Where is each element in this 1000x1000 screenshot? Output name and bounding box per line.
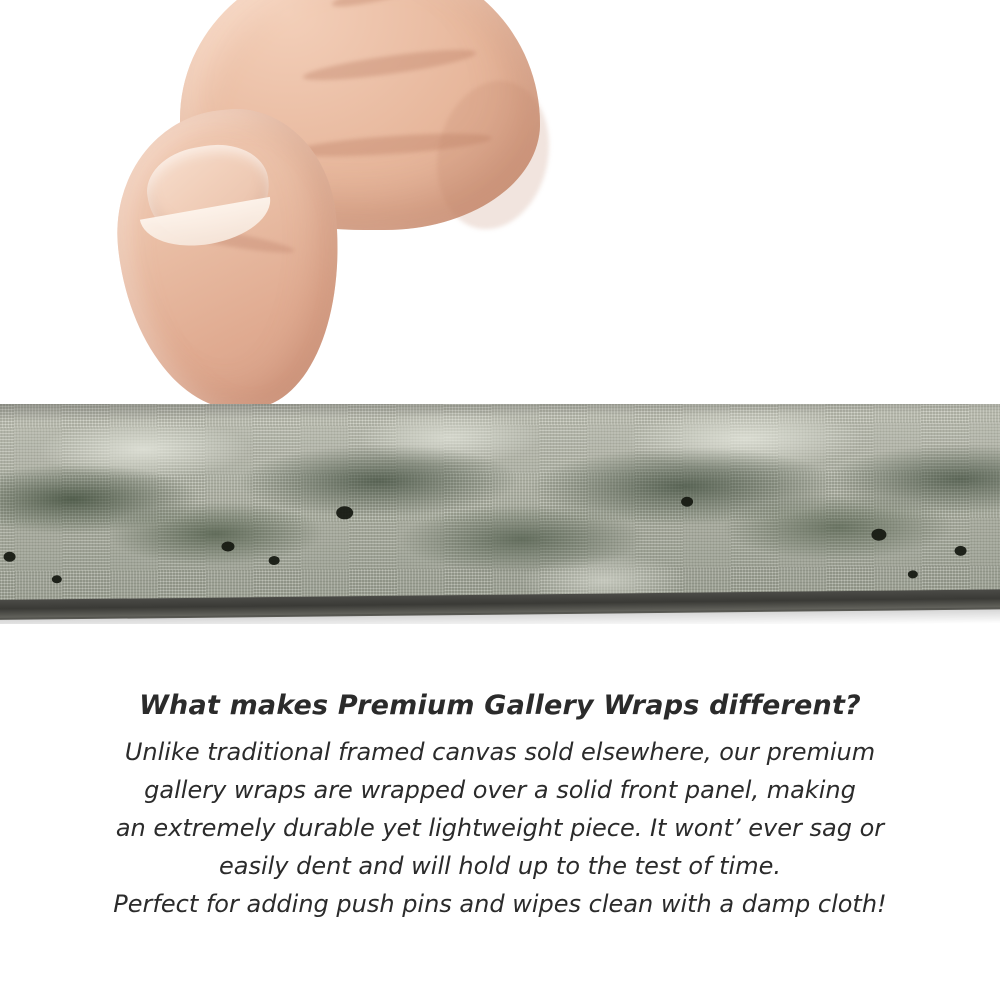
canvas-spot (269, 556, 280, 565)
canvas-spot (221, 541, 234, 551)
knuckle-crease (330, 0, 450, 12)
knuckle-crease (302, 44, 478, 86)
canvas-spot (336, 506, 353, 519)
caption-line: easily dent and will hold up to the test of time. (218, 852, 781, 880)
canvas-spot (4, 552, 16, 562)
caption-line: Perfect for adding push pins and wipes clean with a damp cloth! (113, 890, 887, 918)
canvas-spot (52, 575, 62, 583)
canvas-print-surface (0, 404, 1000, 617)
canvas-top-shadow (0, 404, 1000, 422)
hand-icon (120, 0, 540, 430)
caption-title: What makes Premium Gallery Wraps different? (139, 690, 861, 721)
caption-line: gallery wraps are wrapped over a solid front panel, making (144, 776, 856, 804)
canvas-spot (955, 546, 967, 556)
knuckle-shadow (424, 70, 563, 240)
caption-line: Unlike traditional framed canvas sold elsewhere, our premium (124, 738, 876, 766)
canvas-spot (871, 529, 886, 541)
caption-block (0, 690, 1000, 923)
caption-line: an extremely durable yet lightweight piece. It wont’ ever sag or (115, 814, 885, 842)
canvas-edge-icon (0, 404, 1000, 624)
canvas-spot (681, 497, 693, 507)
canvas-spot (908, 570, 918, 578)
